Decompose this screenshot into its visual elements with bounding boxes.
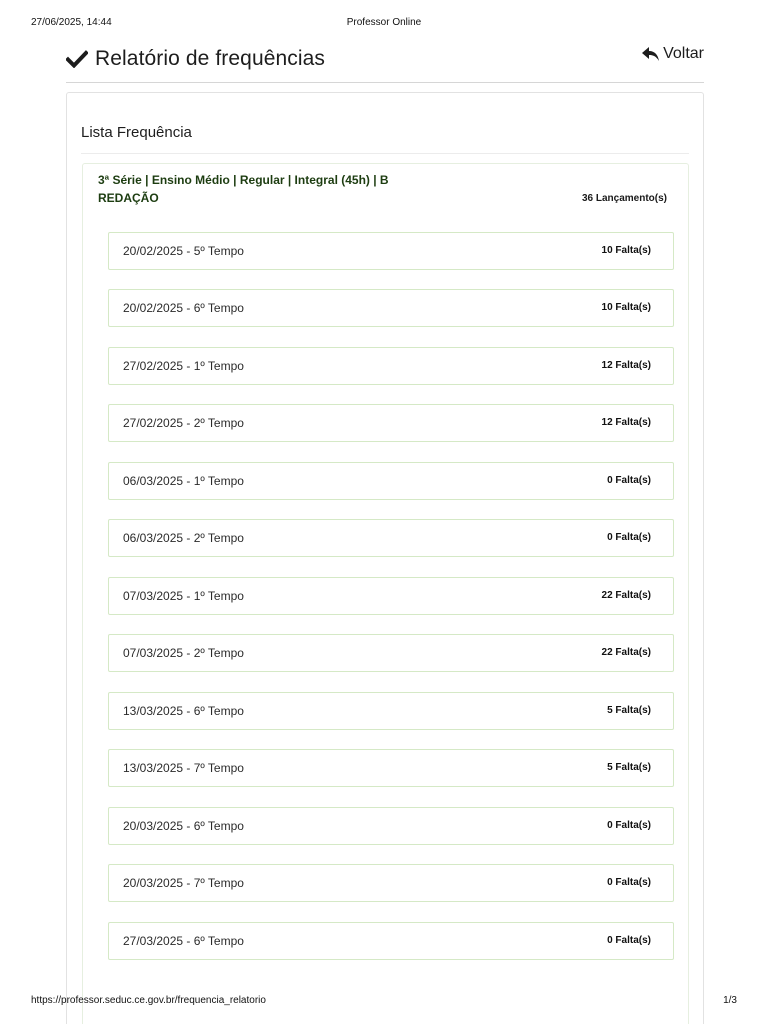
class-panel	[82, 163, 689, 1024]
entry-absences: 10 Falta(s)	[601, 245, 651, 256]
back-button-label: Voltar	[663, 45, 704, 62]
attendance-entry[interactable]	[108, 634, 674, 672]
subject-name: REDAÇÃO	[98, 191, 159, 205]
print-page-number: 1/3	[723, 995, 737, 1006]
class-name: 3ª Série | Ensino Médio | Regular | Integral (45h) | B	[98, 173, 389, 187]
entry-date-label: 20/03/2025 - 6º Tempo	[123, 819, 244, 833]
entry-absences: 0 Falta(s)	[607, 820, 651, 831]
attendance-entry[interactable]	[108, 519, 674, 557]
page-title-text: Relatório de frequências	[95, 47, 326, 70]
print-url: https://professor.seduc.ce.gov.br/frequencia_relatorio	[31, 995, 266, 1006]
entry-date-label: 13/03/2025 - 7º Tempo	[123, 761, 244, 775]
attendance-entry[interactable]	[108, 692, 674, 730]
entry-date-label: 27/02/2025 - 2º Tempo	[123, 416, 244, 430]
attendance-entry[interactable]	[108, 864, 674, 902]
entry-date-label: 07/03/2025 - 1º Tempo	[123, 589, 244, 603]
entry-date-label: 27/03/2025 - 6º Tempo	[123, 934, 244, 948]
entry-absences: 22 Falta(s)	[601, 647, 651, 658]
print-page-title: Professor Online	[346, 17, 422, 28]
entry-date-label: 20/03/2025 - 7º Tempo	[123, 876, 244, 890]
reply-arrow-icon	[641, 46, 660, 62]
attendance-entry[interactable]	[108, 807, 674, 845]
entry-absences: 0 Falta(s)	[607, 935, 651, 946]
attendance-entry[interactable]	[108, 577, 674, 615]
entry-date-label: 27/02/2025 - 1º Tempo	[123, 359, 244, 373]
print-footer	[31, 995, 737, 1009]
entry-date-label: 07/03/2025 - 2º Tempo	[123, 646, 244, 660]
frequency-list-card	[66, 92, 704, 1024]
entry-date-label: 06/03/2025 - 1º Tempo	[123, 474, 244, 488]
card-title: Lista Frequência	[81, 124, 192, 141]
attendance-entry[interactable]	[108, 462, 674, 500]
attendance-entry[interactable]	[108, 749, 674, 787]
print-timestamp: 27/06/2025, 14:44	[31, 17, 112, 28]
attendance-entry[interactable]	[108, 404, 674, 442]
entry-date-label: 20/02/2025 - 6º Tempo	[123, 301, 244, 315]
print-header	[31, 17, 737, 31]
entry-absences: 10 Falta(s)	[601, 302, 651, 313]
attendance-entry[interactable]	[108, 232, 674, 270]
entry-absences: 0 Falta(s)	[607, 877, 651, 888]
entry-date-label: 13/03/2025 - 6º Tempo	[123, 704, 244, 718]
check-icon	[66, 50, 88, 68]
divider	[81, 153, 689, 154]
entry-absences: 0 Falta(s)	[607, 532, 651, 543]
attendance-entry[interactable]	[108, 922, 674, 960]
entry-absences: 5 Falta(s)	[607, 762, 651, 773]
launch-count: 36 Lançamento(s)	[581, 193, 667, 204]
entry-absences: 5 Falta(s)	[607, 705, 651, 716]
page-title	[66, 47, 325, 71]
entry-absences: 12 Falta(s)	[601, 360, 651, 371]
page-header	[66, 44, 704, 83]
entry-date-label: 06/03/2025 - 2º Tempo	[123, 531, 244, 545]
entry-absences: 22 Falta(s)	[601, 590, 651, 601]
attendance-entry[interactable]	[108, 289, 674, 327]
entry-absences: 0 Falta(s)	[607, 475, 651, 486]
attendance-entry[interactable]	[108, 347, 674, 385]
entry-date-label: 20/02/2025 - 5º Tempo	[123, 244, 244, 258]
back-button[interactable]	[641, 45, 704, 63]
entry-absences: 12 Falta(s)	[601, 417, 651, 428]
